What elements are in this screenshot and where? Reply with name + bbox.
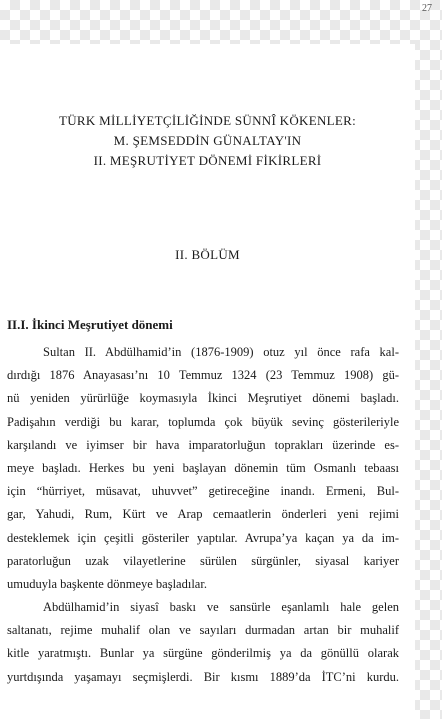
paragraph-line: umuduyla başkente dönmeye başladılar.: [7, 576, 207, 591]
paragraph-line: Padişahın verdiği bu karar, toplumda çok büyük sevinç gösterileriyle: [7, 414, 399, 429]
paragraph-line: için “hürriyet, müsavat, uhuvvet” getireceğine inandı. Ermeni, Bul-: [7, 484, 399, 499]
paragraph-line: Sultan II. Abdülhamid’in (1876-1909) otuz yıl önce rafa kal-: [43, 345, 399, 359]
paragraph-line: desteklemek için çeşitli gösteriler yaptılar. Avrupa’ya kaçan ya da im-: [7, 530, 399, 545]
paragraph-line: nü yeniden yürürlüğe koymasıyla İkinci Meşrutiyet dönemi başladı.: [7, 391, 399, 406]
section-heading: II.I. İkinci Meşrutiyet dönemi: [7, 317, 173, 332]
title-line: TÜRK MİLLİYETÇİLİĞİNDE SÜNNÎ KÖKENLER:: [59, 113, 356, 128]
paragraph-line: paratorluğun uzak vilayetlerine sürülen sürgünler, siyasal kariyer: [7, 553, 399, 568]
document-title: [0, 111, 415, 171]
document-page: [0, 44, 415, 719]
chapter-heading: II. BÖLÜM: [175, 247, 240, 262]
title-line: II. MEŞRUTİYET DÖNEMİ FİKİRLERİ: [93, 153, 322, 168]
paragraph-line: karşılandı ve iyimser bir hava imparatorluğun toprakları üzerinde es-: [7, 437, 399, 452]
paragraph-line: meye başladı. Herkes bu yeni başlayan dönemin tüm Osmanlı tebaası: [7, 460, 399, 475]
paragraph-line: Abdülhamid’in siyasî baskı ve sansürle eşanlamlı hale gelen: [43, 600, 399, 615]
paragraph-line: saltanatı, rejime muhalif olan ve sayıları durmadan artan bir muhalif: [7, 623, 399, 638]
paragraph-line: yurtdışında yaşamayı seçmişlerdi. Bir kısmı 1889’da İTC’ni kurdu.: [7, 669, 399, 684]
paragraph-line: dırdığı 1876 Anayasası’nı 10 Temmuz 1324 (23 Temmuz 1908) gü-: [7, 368, 399, 383]
paragraph-line: gar, Yahudi, Rum, Kürt ve Arap cemaatlerin önderleri yeni rejimi: [7, 507, 399, 522]
title-line: M. ŞEMSEDDİN GÜNALTAY'IN: [113, 133, 302, 148]
paragraph-line: kitle yaratmıştı. Bunlar ya sürgüne gönderilmiş ya da gönüllü olarak: [7, 646, 399, 661]
page-number: 27: [422, 3, 432, 14]
body-text: [7, 341, 399, 689]
